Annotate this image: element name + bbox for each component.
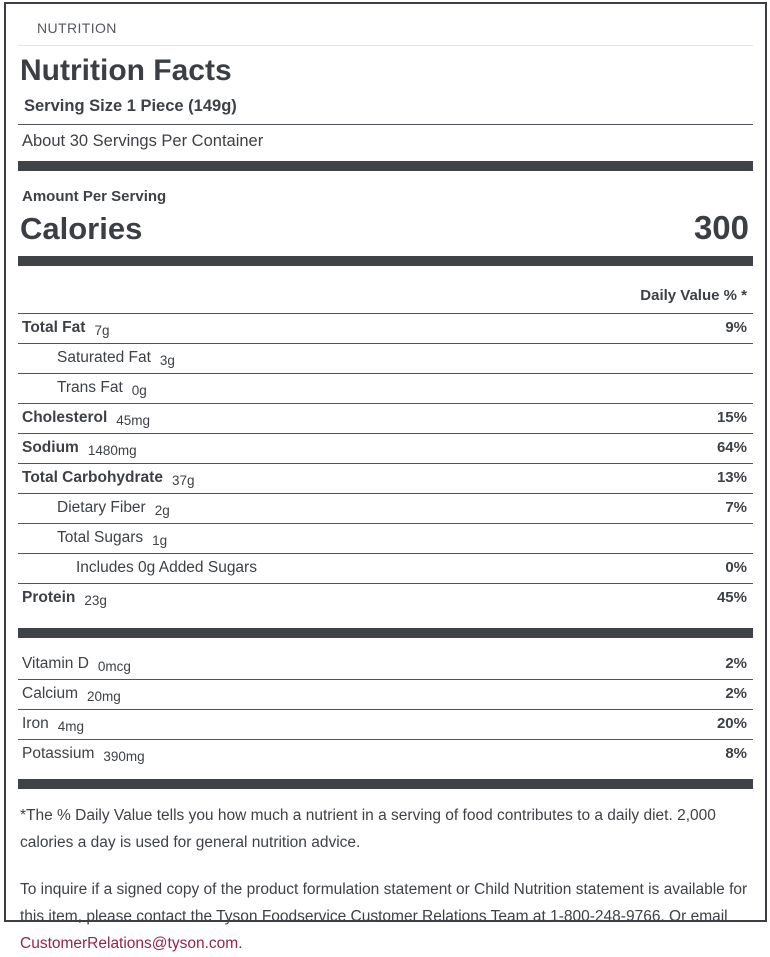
- nutrient-amount: 20mg: [86, 689, 121, 704]
- nutrient-table: [18, 314, 753, 614]
- table-row: [18, 524, 753, 554]
- nutrient-daily-value: 15%: [716, 409, 747, 426]
- nutrient-amount: 390mg: [103, 749, 145, 764]
- inquiry-text-after-link: .: [238, 935, 243, 952]
- nutrient-name: Calcium: [22, 685, 78, 702]
- nutrient-name: Total Carbohydrate: [22, 469, 163, 486]
- divider-bar: [18, 628, 753, 638]
- table-row: [18, 434, 753, 464]
- nutrient-amount: 7g: [94, 323, 110, 338]
- calories-value: 300: [693, 209, 749, 246]
- nutrient-name: Iron: [22, 715, 49, 732]
- table-row: [18, 710, 753, 740]
- table-row: [18, 464, 753, 494]
- divider-bar: [18, 256, 753, 266]
- table-row: [18, 680, 753, 710]
- table-row: [18, 374, 753, 404]
- nutrient-name: Saturated Fat: [57, 349, 151, 366]
- calories-label: Calories: [20, 211, 143, 246]
- nutrient-daily-value: 45%: [716, 589, 747, 606]
- email-link[interactable]: CustomerRelations@tyson.com: [20, 935, 239, 952]
- nutrient-amount: 1g: [152, 533, 168, 548]
- amount-per-serving-label: Amount Per Serving: [22, 188, 167, 205]
- nutrient-daily-value: 8%: [725, 745, 747, 762]
- nutrient-name: Includes 0g Added Sugars: [76, 559, 257, 576]
- table-row: [18, 650, 753, 680]
- nutrient-name: Dietary Fiber: [57, 499, 146, 516]
- nutrient-daily-value: 7%: [725, 499, 747, 516]
- divider-bar: [18, 779, 753, 789]
- vitamin-table: [18, 650, 753, 770]
- table-row: [18, 740, 753, 770]
- nutrient-daily-value: 13%: [716, 469, 747, 486]
- nutrition-panel: [4, 2, 767, 952]
- daily-value-footnote: *The % Daily Value tells you how much a nutrient in a serving of food contributes to a daily diet. 2,000 calories a day is used for general nutrition advice.: [20, 807, 716, 851]
- nutrient-name: Vitamin D: [22, 655, 89, 672]
- nutrient-name: Total Sugars: [57, 529, 144, 546]
- nutrient-name: Sodium: [22, 439, 79, 456]
- divider-bar: [18, 161, 753, 171]
- table-row: [18, 494, 753, 524]
- nutrition-section-header[interactable]: NUTRITION: [18, 14, 753, 46]
- inquiry-text: [20, 876, 753, 957]
- serving-size: Serving Size 1 Piece (149g): [18, 97, 753, 125]
- nutrient-amount: 0mcg: [97, 659, 131, 674]
- nutrient-daily-value: 2%: [725, 685, 747, 702]
- nutrient-amount: 23g: [84, 593, 107, 608]
- nutrient-amount: 45mg: [116, 413, 151, 428]
- nutrient-name: Protein: [22, 589, 76, 606]
- nutrient-name: Cholesterol: [22, 409, 108, 426]
- nutrient-amount: 0g: [131, 383, 147, 398]
- nutrient-name: Trans Fat: [57, 379, 123, 396]
- inquiry-text-before-link: To inquire if a signed copy of the product formulation statement or Child Nutrition statement is available for this item, please contact the Tyson Foodservice Customer Relations Team at 1-800-248-9766. Or email: [20, 881, 748, 925]
- calories-row: [20, 209, 751, 247]
- nutrient-daily-value: 64%: [716, 439, 747, 456]
- daily-value-header: Daily Value % *: [18, 266, 753, 314]
- nutrient-daily-value: 9%: [725, 319, 747, 336]
- table-row: [18, 404, 753, 434]
- nutrient-name: Total Fat: [22, 319, 86, 336]
- nutrient-amount: 37g: [171, 473, 195, 488]
- table-row: [18, 344, 753, 374]
- table-row: [18, 314, 753, 344]
- page-title: Nutrition Facts: [20, 54, 232, 87]
- nutrient-amount: 1480mg: [87, 443, 137, 458]
- nutrient-daily-value: 0%: [725, 559, 747, 576]
- table-row: [18, 584, 753, 614]
- nutrient-amount: 4mg: [57, 719, 84, 734]
- nutrient-name: Potassium: [22, 745, 95, 762]
- nutrient-amount: 3g: [159, 353, 175, 368]
- nutrient-amount: 2g: [154, 503, 170, 518]
- nutrient-daily-value: 2%: [725, 655, 747, 672]
- nutrient-daily-value: 20%: [716, 715, 747, 732]
- table-row: [18, 554, 753, 584]
- servings-per-container: About 30 Servings Per Container: [22, 132, 264, 150]
